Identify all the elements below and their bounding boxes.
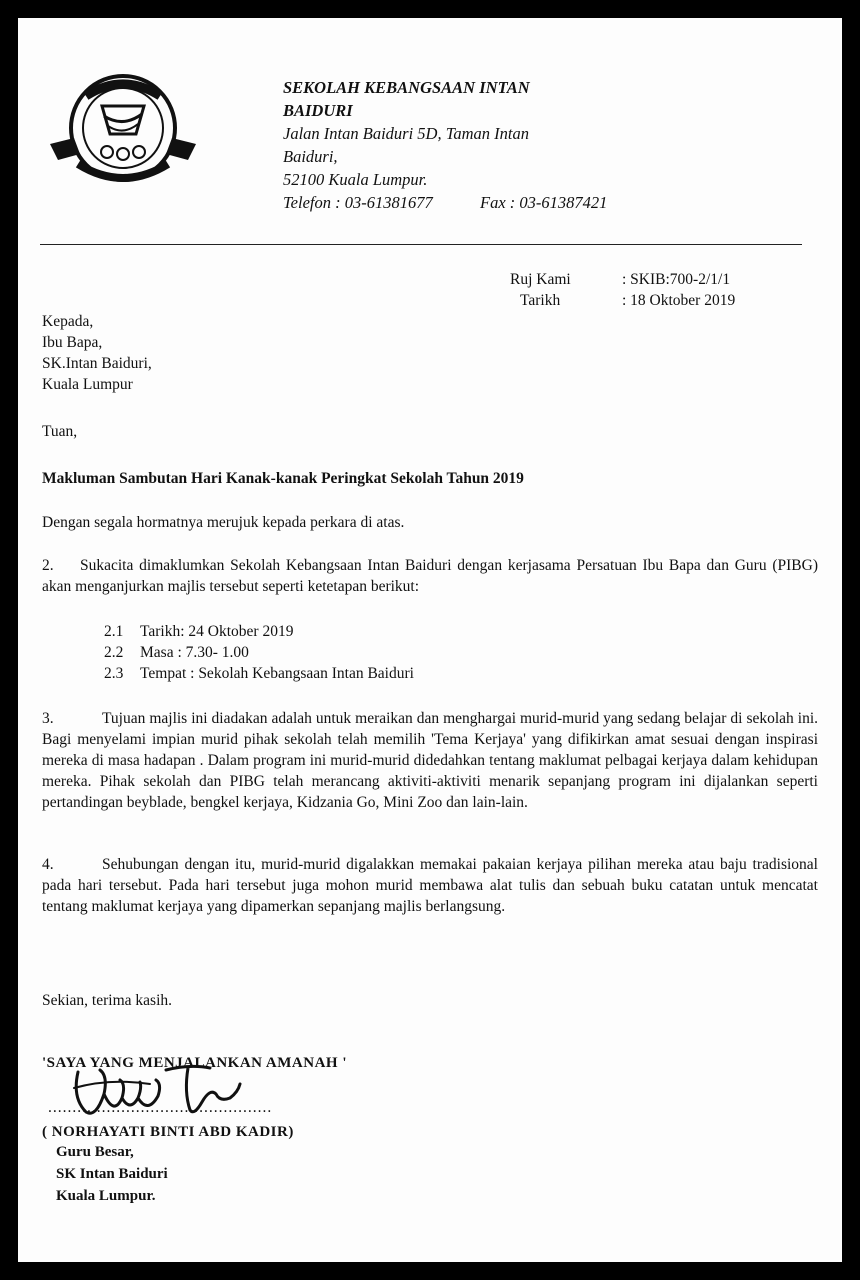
school-fax: Fax : 03-61387421: [480, 193, 608, 212]
detail-number: 2.2: [104, 644, 124, 661]
school-crest-logo: [44, 68, 202, 198]
paragraph-text: Tujuan majlis ini diadakan adalah untuk meraikan dan menghargai murid-murid yang sedang belajar di sekolah ini. Bagi menyelami impian murid pihak sekolah telah memilih 'Tema Kerjaya' yang difikirkan amat sesuai dengan inspirasi mereka di masa hadapan . Dalam program ini murid-murid didedahkan tentang maklumat pelbagai kerjaya dalam kehidupan mereka. Pihak sekolah dan PIBG telah merancang aktiviti-aktiviti menarik sepanjang program ini dijalankan seperti pertandingan beyblade, bengkel kerjaya, Kidzania Go, Mini Zoo dan lain-lain.: [42, 710, 818, 811]
subject-heading: Makluman Sambutan Hari Kanak-kanak Peringkat Sekolah Tahun 2019: [42, 470, 524, 487]
recipient-line: Ibu Bapa,: [42, 334, 103, 351]
paragraph-4: [42, 854, 818, 917]
school-address-line3: 52100 Kuala Lumpur.: [283, 170, 428, 189]
school-address-line1: Jalan Intan Baiduri 5D, Taman Intan: [283, 124, 529, 143]
closing-line: Sekian, terima kasih.: [42, 992, 172, 1009]
paragraph-text: Sehubungan dengan itu, murid-murid digalakkan memakai pakaian kerjaya pilihan mereka atau baju tradisional pada hari tersebut. Pada hari tersebut juga mohon murid membawa alat tulis dan sebuah buku catatan untuk mencatat tentang maklumat kerjaya yang dipamerkan sepanjang majlis berlangsung.: [42, 856, 818, 915]
paragraph-number: 3.: [42, 710, 54, 727]
signatory-name: ( NORHAYATI BINTI ABD KADIR): [42, 1124, 294, 1140]
detail-text: Masa : 7.30- 1.00: [140, 644, 249, 661]
paragraph-2: [42, 555, 818, 597]
detail-text: Tarikh: 24 Oktober 2019: [140, 623, 294, 640]
recipient-line: Kepada,: [42, 313, 94, 330]
motto: 'SAYA YANG MENJALANKAN AMANAH ': [42, 1055, 347, 1071]
salutation: Tuan,: [42, 423, 78, 440]
letterhead-divider: [40, 244, 802, 245]
signatory-organization: SK Intan Baiduri: [56, 1166, 168, 1182]
school-address-line2: Baiduri,: [283, 147, 338, 166]
detail-number: 2.3: [104, 665, 124, 682]
recipient-line: SK.Intan Baiduri,: [42, 355, 152, 372]
date-value: : 18 Oktober 2019: [622, 292, 736, 309]
paragraph-number: 2.: [42, 557, 54, 574]
school-phone: Telefon : 03-61381677: [283, 193, 433, 212]
school-name-line1: SEKOLAH KEBANGSAAN INTAN: [283, 78, 530, 97]
school-name-line2: BAIDURI: [283, 101, 353, 120]
reference-value: : SKIB:700-2/1/1: [622, 271, 731, 288]
letter-page: [18, 18, 842, 1262]
date-label: Tarikh: [520, 292, 561, 309]
detail-number: 2.1: [104, 623, 124, 640]
paragraph-text: Sukacita dimaklumkan Sekolah Kebangsaan Intan Baiduri dengan kerjasama Persatuan Ibu Bapa dan Guru (PIBG) akan menganjurkan majlis tersebut seperti ketetapan berikut:: [42, 557, 818, 595]
recipient-line: Kuala Lumpur: [42, 376, 133, 393]
signature-dotted-line: ..............................................: [48, 1099, 273, 1116]
reference-label: Ruj Kami: [510, 271, 571, 288]
opening-line: Dengan segala hormatnya merujuk kepada perkara di atas.: [42, 514, 405, 531]
signatory-place: Kuala Lumpur.: [56, 1188, 156, 1204]
detail-text: Tempat : Sekolah Kebangsaan Intan Baiduri: [140, 665, 414, 682]
paragraph-number: 4.: [42, 856, 54, 873]
signatory-title: Guru Besar,: [56, 1144, 134, 1160]
paragraph-3: [42, 708, 818, 813]
